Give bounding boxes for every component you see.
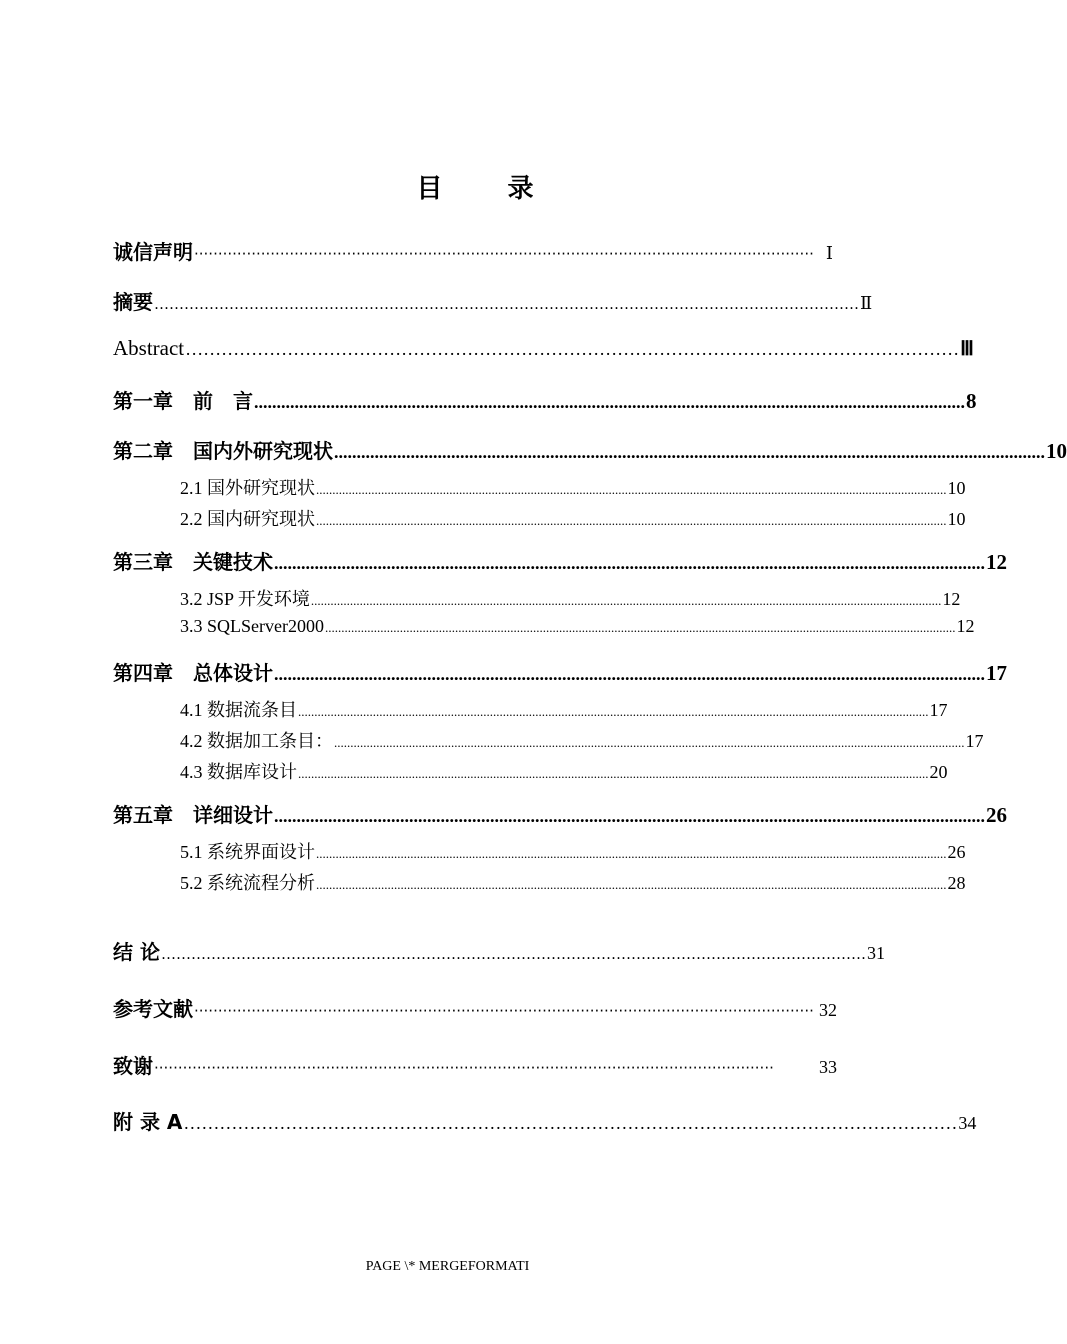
- dot-leader: ..................................................................................................................................................................................................: [316, 846, 947, 861]
- dot-leader: …………………………………………………………………………………………………………………: [185, 339, 960, 359]
- toc-entry-section-5-1[interactable]: [180, 838, 966, 864]
- toc-label: 第二章 国内外研究现状: [113, 439, 333, 463]
- toc-label: 摘要: [113, 290, 153, 314]
- toc-page-number: 17: [965, 731, 984, 751]
- toc-entry-acknowledgements[interactable]: [113, 1050, 837, 1079]
- toc-page-number: 26: [986, 803, 1007, 827]
- toc-label: 第三章 关键技术: [113, 550, 273, 574]
- dot-leader: ..................................................................................................................................................................................................: [316, 877, 947, 892]
- toc-label: 3.2 JSP 开发环境: [180, 589, 310, 609]
- toc-page-number: 28: [947, 873, 966, 893]
- dot-leader: ..............................................................................................................................................................: [274, 806, 985, 826]
- toc-entry-section-5-2[interactable]: [180, 869, 966, 895]
- toc-label: 第一章 前 言: [113, 389, 253, 413]
- toc-entry-chapter-3[interactable]: [113, 546, 1007, 575]
- toc-entry-section-4-3[interactable]: [180, 758, 948, 784]
- toc-entry-chapter-5[interactable]: [113, 799, 1007, 828]
- dot-leader: ..............................................................................................................................................................: [254, 392, 965, 412]
- toc-entry-section-4-2[interactable]: [180, 727, 984, 753]
- toc-page-number: 31: [866, 943, 885, 963]
- toc-entry-section-2-2[interactable]: [180, 505, 966, 531]
- toc-page-number: 17: [929, 700, 948, 720]
- dot-leader: ..................................................................................................................................................................................................: [298, 704, 929, 719]
- toc-page-number: 12: [942, 589, 961, 609]
- toc-entry-chapter-1[interactable]: [113, 385, 977, 414]
- dot-leader: ..................................................................................................................................................................................................: [316, 482, 947, 497]
- dot-leader: ..................................................................................................................................................................................................: [316, 513, 947, 528]
- toc-entry-chapter-4[interactable]: [113, 657, 1007, 686]
- toc-entry-abstract-en[interactable]: [113, 336, 974, 361]
- page-title: 目 录: [416, 174, 562, 204]
- dot-leader: ··································································································································: [194, 1002, 814, 1020]
- dot-leader: ..................................................................................................................................................................................................: [334, 735, 965, 750]
- toc-page-number: 20: [929, 762, 948, 782]
- toc-page-number: 12: [956, 616, 975, 636]
- toc-page-number: 26: [947, 842, 966, 862]
- toc-page-number: 34: [958, 1113, 977, 1133]
- dot-leader: ……………………………………………………………………………………………………………………………: [160, 945, 866, 963]
- toc-page-number: 33: [819, 1057, 837, 1077]
- toc-entry-section-2-1[interactable]: [180, 474, 966, 500]
- dot-leader: ..................................................................................................................................................................................................: [310, 593, 942, 608]
- toc-label: 4.2 数据加工条目：: [180, 731, 333, 751]
- toc-entry-conclusion[interactable]: [113, 936, 885, 965]
- toc-entry-abstract-cn[interactable]: [113, 286, 873, 315]
- toc-page-number: 8: [966, 389, 977, 413]
- dot-leader: ..............................................................................................................................................................: [334, 442, 1045, 462]
- toc-label: 3.3 SQLServer2000: [180, 616, 324, 636]
- toc-entry-integrity[interactable]: [113, 236, 833, 265]
- dot-leader: ··································································································································: [194, 245, 814, 263]
- toc-label: 2.2 国内研究现状: [180, 509, 315, 529]
- toc-label: Abstract: [113, 336, 185, 360]
- toc-label: 诚信声明: [113, 240, 193, 264]
- toc-label: 4.3 数据库设计: [180, 762, 297, 782]
- page-footer: PAGE \* MERGEFORMATI: [365, 1259, 530, 1274]
- toc-page-number: 10: [1046, 439, 1067, 463]
- toc-label: 第四章 总体设计: [113, 661, 273, 685]
- toc-entry-section-4-1[interactable]: [180, 696, 948, 722]
- toc-page-number: 12: [986, 550, 1007, 574]
- toc-label: 5.1 系统界面设计: [180, 842, 315, 862]
- dot-leader: ……………………………………………………………………………………………………………………………: [154, 295, 859, 313]
- dot-leader: ..................................................................................................................................................................................................: [298, 766, 929, 781]
- dot-leader: ··································································································································: [154, 1059, 774, 1077]
- toc-entry-chapter-2[interactable]: [113, 435, 1067, 464]
- toc-page-number: Ⅱ: [860, 293, 873, 313]
- toc-label: 4.1 数据流条目: [180, 700, 297, 720]
- toc-label: 致谢: [113, 1054, 153, 1078]
- toc-entry-references[interactable]: [113, 993, 837, 1022]
- toc-label: 附 录 A: [113, 1110, 183, 1134]
- toc-label: 结 论: [113, 940, 160, 964]
- dot-leader: ..............................................................................................................................................................: [274, 664, 985, 684]
- toc-page-number: 10: [947, 509, 966, 529]
- toc-entry-appendix-a[interactable]: [113, 1106, 977, 1135]
- toc-entry-section-3-2[interactable]: [180, 585, 961, 611]
- toc-label: 参考文献: [113, 997, 193, 1021]
- dot-leader: ..................................................................................................................................................................................................: [324, 620, 956, 635]
- toc-entry-section-3-3[interactable]: [180, 616, 975, 637]
- toc-label: 第五章 详细设计: [113, 803, 273, 827]
- toc-label: 5.2 系统流程分析: [180, 873, 315, 893]
- toc-page-number: 10: [947, 478, 966, 498]
- dot-leader: …………………………………………………………………………………………………………………: [183, 1113, 958, 1133]
- toc-page-number: 17: [986, 661, 1007, 685]
- dot-leader: ..............................................................................................................................................................: [274, 553, 985, 573]
- toc-page-number: Ⅲ: [960, 338, 974, 360]
- toc-page-number: Ⅰ: [825, 243, 833, 263]
- toc-label: 2.1 国外研究现状: [180, 478, 315, 498]
- toc-page-number: 32: [819, 1000, 837, 1020]
